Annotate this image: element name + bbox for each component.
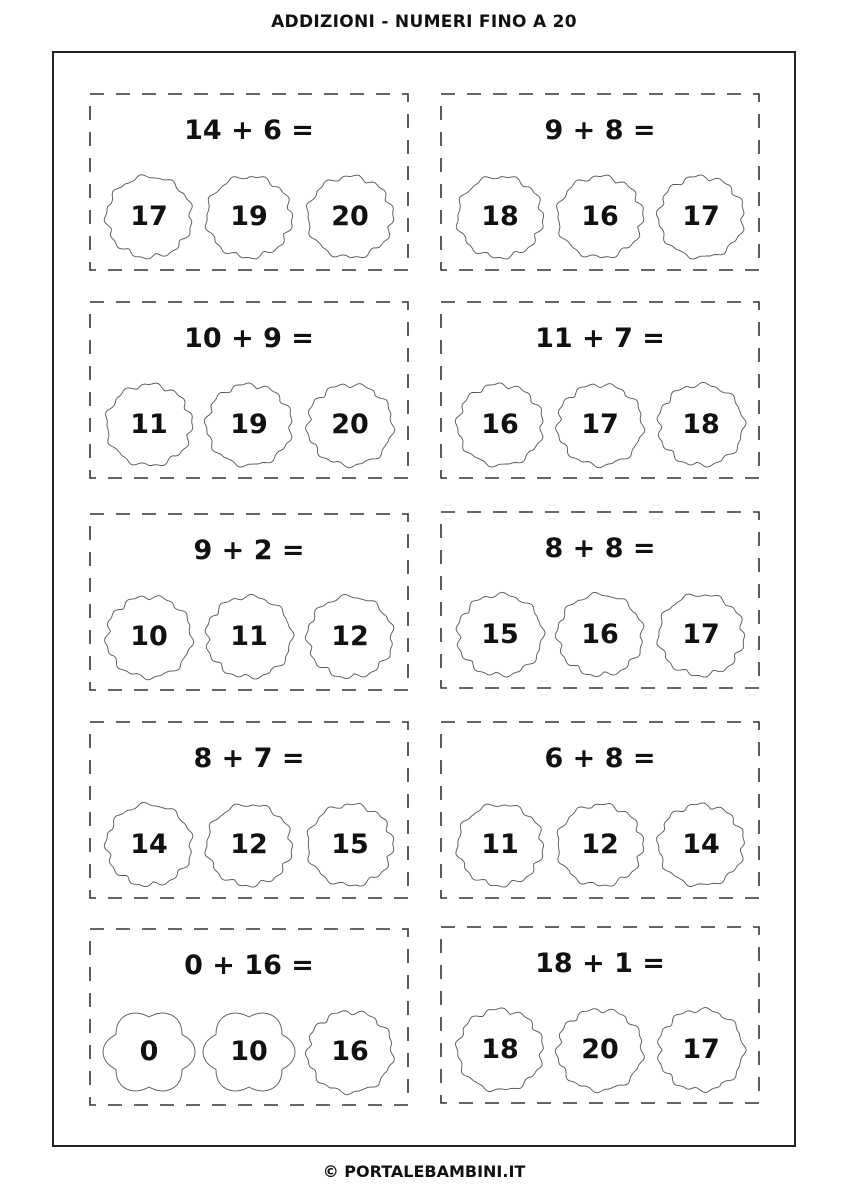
answer-option[interactable] [101,589,197,685]
answer-option[interactable] [101,377,197,473]
answer-option[interactable] [552,169,648,265]
answer-option[interactable] [552,377,648,473]
equation: 8 + 7 = [193,743,305,774]
exercise-card [440,721,760,899]
answer-option[interactable] [201,169,297,265]
answer-option[interactable] [653,587,749,683]
answer-value: 10 [230,1036,268,1067]
answer-value: 12 [331,621,369,652]
exercise-card [440,93,760,271]
equation: 10 + 9 = [184,323,314,354]
exercise-card [89,301,409,479]
answer-option[interactable] [101,797,197,893]
equation: 14 + 6 = [184,115,314,146]
answer-option[interactable] [302,797,398,893]
answer-value: 10 [130,621,168,652]
answer-option[interactable] [302,169,398,265]
answer-value: 20 [331,409,369,440]
equation: 0 + 16 = [184,950,314,981]
answer-option[interactable] [201,589,297,685]
copyright-footer: © PORTALEBAMBINI.IT [322,1162,526,1181]
answer-option[interactable] [101,169,197,265]
answer-value: 19 [230,409,268,440]
equation: 9 + 2 = [193,535,305,566]
answer-value: 15 [331,829,369,860]
answer-option[interactable] [201,1004,297,1100]
equation: 6 + 8 = [544,743,656,774]
answer-value: 14 [130,829,168,860]
exercise-card [440,301,760,479]
answer-option[interactable] [201,797,297,893]
answer-value: 20 [331,201,369,232]
answer-value: 16 [331,1036,369,1067]
answer-value: 18 [481,201,519,232]
answer-value: 16 [581,201,619,232]
answer-option[interactable] [552,587,648,683]
answer-value: 17 [581,409,619,440]
exercise-card [89,928,409,1106]
answer-value: 12 [230,829,268,860]
answer-value: 17 [682,1034,720,1065]
answer-option[interactable] [653,1002,749,1098]
answer-value: 18 [481,1034,519,1065]
answer-option[interactable] [452,169,548,265]
page-title: ADDIZIONI - NUMERI FINO A 20 [271,12,577,32]
equation: 9 + 8 = [544,115,656,146]
answer-value: 17 [682,201,720,232]
answer-value: 17 [130,201,168,232]
answer-option[interactable] [101,1004,197,1100]
answer-option[interactable] [201,377,297,473]
answer-value: 16 [481,409,519,440]
exercise-card [89,513,409,691]
answer-value: 16 [581,619,619,650]
answer-option[interactable] [452,797,548,893]
answer-option[interactable] [302,377,398,473]
answer-value: 19 [230,201,268,232]
exercise-card [440,926,760,1104]
answer-value: 18 [682,409,720,440]
exercise-card [89,721,409,899]
answer-value: 12 [581,829,619,860]
answer-option[interactable] [653,169,749,265]
answer-value: 11 [230,621,268,652]
answer-value: 0 [139,1036,159,1067]
exercise-card [440,511,760,689]
equation: 11 + 7 = [535,323,665,354]
answer-option[interactable] [452,587,548,683]
answer-option[interactable] [653,797,749,893]
answer-option[interactable] [452,377,548,473]
answer-option[interactable] [552,1002,648,1098]
answer-option[interactable] [302,1004,398,1100]
equation: 8 + 8 = [544,533,656,564]
equation: 18 + 1 = [535,948,665,979]
answer-option[interactable] [653,377,749,473]
answer-value: 20 [581,1034,619,1065]
answer-value: 15 [481,619,519,650]
answer-option[interactable] [302,589,398,685]
answer-value: 11 [130,409,168,440]
answer-value: 17 [682,619,720,650]
answer-value: 14 [682,829,720,860]
answer-value: 11 [481,829,519,860]
answer-option[interactable] [452,1002,548,1098]
answer-option[interactable] [552,797,648,893]
exercise-card [89,93,409,271]
